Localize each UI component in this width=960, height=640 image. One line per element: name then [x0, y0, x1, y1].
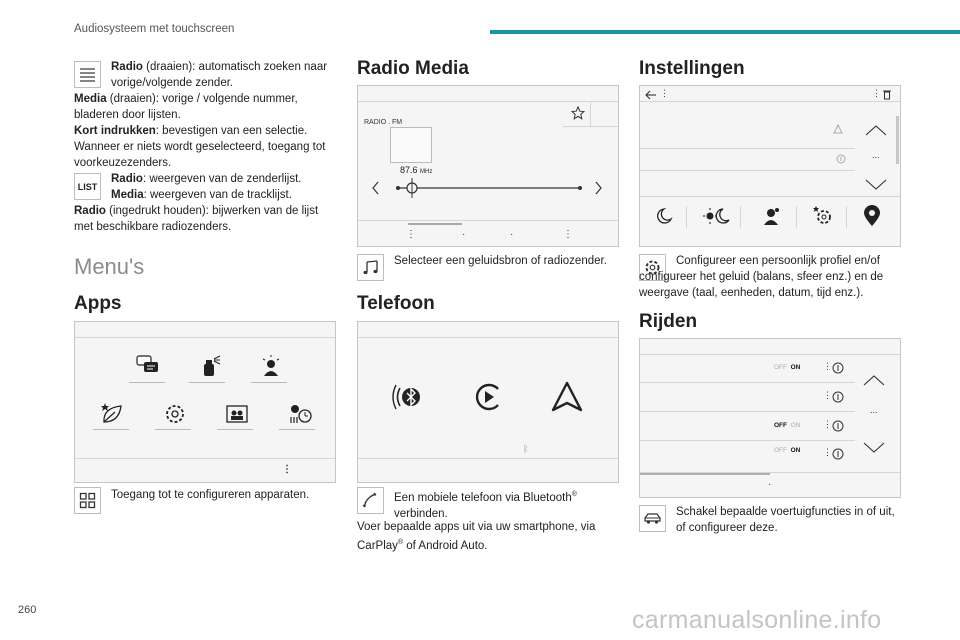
phone-handset-icon — [357, 487, 384, 514]
star-icon[interactable] — [571, 106, 585, 120]
apps-heading: Apps — [74, 293, 122, 314]
radio-caption: Selecteer een geluidsbron of radiozender. — [394, 255, 607, 267]
driving-page-indicator — [640, 473, 770, 475]
scroll-up-chevron-icon[interactable] — [863, 374, 885, 386]
grid-apps-icon — [74, 487, 101, 514]
fan-timer-icon — [287, 402, 313, 426]
header-accent-bar — [490, 30, 960, 34]
settings-scrollbar[interactable] — [896, 116, 899, 164]
gear-clock-icon — [163, 402, 187, 426]
bluetooth-icon[interactable] — [392, 378, 430, 416]
spray-bottle-icon — [200, 354, 222, 378]
row3-menu[interactable]: ⋮ — [823, 419, 832, 429]
apps-caption: Toegang tot te configureren apparaten. — [111, 489, 310, 501]
row2-menu[interactable]: ⋮ — [823, 390, 832, 400]
radio-knob-desc: Radio (draaien): automatisch zoeken naar vorige/volgende zender. — [111, 61, 328, 89]
instellingen-heading: Instellingen — [639, 58, 745, 79]
page-number: 260 — [18, 604, 37, 616]
row4-menu[interactable]: ⋮ — [823, 447, 832, 457]
radio-hold-desc: Radio (ingedrukt houden): bijwerken van de lijst met beschikbare radiozenders. — [74, 205, 319, 233]
scroll-up-chevron-icon[interactable] — [865, 124, 887, 136]
list-button-icon: LIST — [74, 173, 101, 200]
short-press-desc: Kort indrukken: bevestigen van een selectie. — [74, 125, 308, 137]
info-icon[interactable] — [832, 420, 844, 432]
tuning-slider[interactable] — [372, 178, 607, 198]
album-art-placeholder — [390, 127, 432, 163]
info-icon[interactable] — [832, 448, 844, 460]
map-pin-settings-icon[interactable] — [862, 205, 882, 227]
radio-menu-dots-right[interactable]: ⋮ — [563, 229, 573, 240]
rijden-heading: Rijden — [639, 311, 698, 332]
car-icon — [639, 505, 666, 532]
settings-right-menu[interactable]: ⋮ — [872, 88, 881, 98]
radio-screen — [357, 85, 619, 247]
scroll-down-chevron-icon[interactable] — [865, 179, 887, 191]
driving-caption: Schakel bepaalde voertuigfuncties in of uit, of configureer deze. — [676, 506, 895, 534]
knob-lines-icon — [74, 61, 101, 88]
info-icon[interactable] — [832, 391, 844, 403]
driving-dot: · — [768, 479, 772, 490]
moon-icon[interactable] — [654, 207, 674, 225]
apps-more-menu[interactable]: ⋮ — [282, 464, 292, 475]
settings-screen — [639, 85, 901, 247]
driving-ellipsis: ... — [870, 405, 878, 415]
trash-icon[interactable] — [882, 89, 892, 100]
scroll-down-chevron-icon[interactable] — [863, 442, 885, 454]
radio-dot-1: · — [462, 229, 466, 240]
apps-screen — [74, 321, 336, 483]
frequency-readout: 87.6 MHz — [400, 165, 433, 175]
settings-left-menu[interactable]: ⋮ — [660, 88, 669, 98]
day-night-icon[interactable] — [702, 206, 730, 226]
list-radio-desc: Radio: weergeven van de zenderlijst. — [111, 173, 302, 185]
person-light-icon — [259, 354, 283, 378]
radio-dot-2: · — [510, 229, 514, 240]
android-auto-icon[interactable] — [550, 380, 584, 414]
radio-media-heading: Radio Media — [357, 58, 469, 79]
media-knob-desc: Media (draaien): vorige / volgende nummer, bladeren door lijsten. — [74, 93, 298, 121]
driving-screen — [639, 338, 901, 498]
list-media-desc: Media: weergeven van de tracklijst. — [111, 189, 292, 201]
toggle-row-4[interactable]: OFF ON — [774, 447, 801, 454]
settings-ellipsis: ... — [872, 150, 880, 160]
music-note-icon — [357, 254, 384, 281]
settings-caption: Configureer een persoonlijk profiel en/of configureer het geluid (balans, sfeer enz.) en de weergave (taal, eenheden, datum, tijd enz.). — [639, 255, 884, 299]
presets-desc: Wanneer er niets wordt geselecteerd, toegang tot voorkeuzezenders. — [74, 141, 326, 169]
profile-icon[interactable] — [760, 206, 782, 226]
phone-caption-1: Een mobiele telefoon via Bluetooth® verbinden. — [394, 491, 577, 520]
toggle-row-3[interactable]: OFF ON — [774, 422, 801, 429]
info-icon[interactable] — [832, 362, 844, 374]
toggle-row-1[interactable]: OFF ON — [774, 364, 801, 371]
watermark: carmanualsonline.info — [632, 606, 882, 634]
contact-card-icon — [225, 404, 249, 424]
info-icon — [836, 154, 846, 164]
chat-bubble-icon — [135, 354, 161, 376]
bluetooth-status-icon: ᛒ — [523, 444, 529, 454]
band-label: RADIO . FM — [364, 119, 403, 126]
leaf-star-icon — [99, 402, 125, 426]
gear-sparkle-icon[interactable] — [812, 205, 834, 227]
warning-icon — [833, 124, 843, 134]
phone-caption-2: Voer bepaalde apps uit via uw smartphone, via CarPlay® of Android Auto. — [357, 521, 596, 552]
running-header: Audiosysteem met touchscreen — [74, 23, 235, 35]
carplay-icon[interactable] — [471, 380, 505, 414]
radio-menu-dots-left[interactable]: ⋮ — [406, 229, 416, 240]
row1-menu[interactable]: ⋮ — [823, 361, 832, 371]
phone-screen — [357, 321, 619, 483]
menus-heading: Menu's — [74, 254, 145, 279]
telefoon-heading: Telefoon — [357, 293, 435, 314]
